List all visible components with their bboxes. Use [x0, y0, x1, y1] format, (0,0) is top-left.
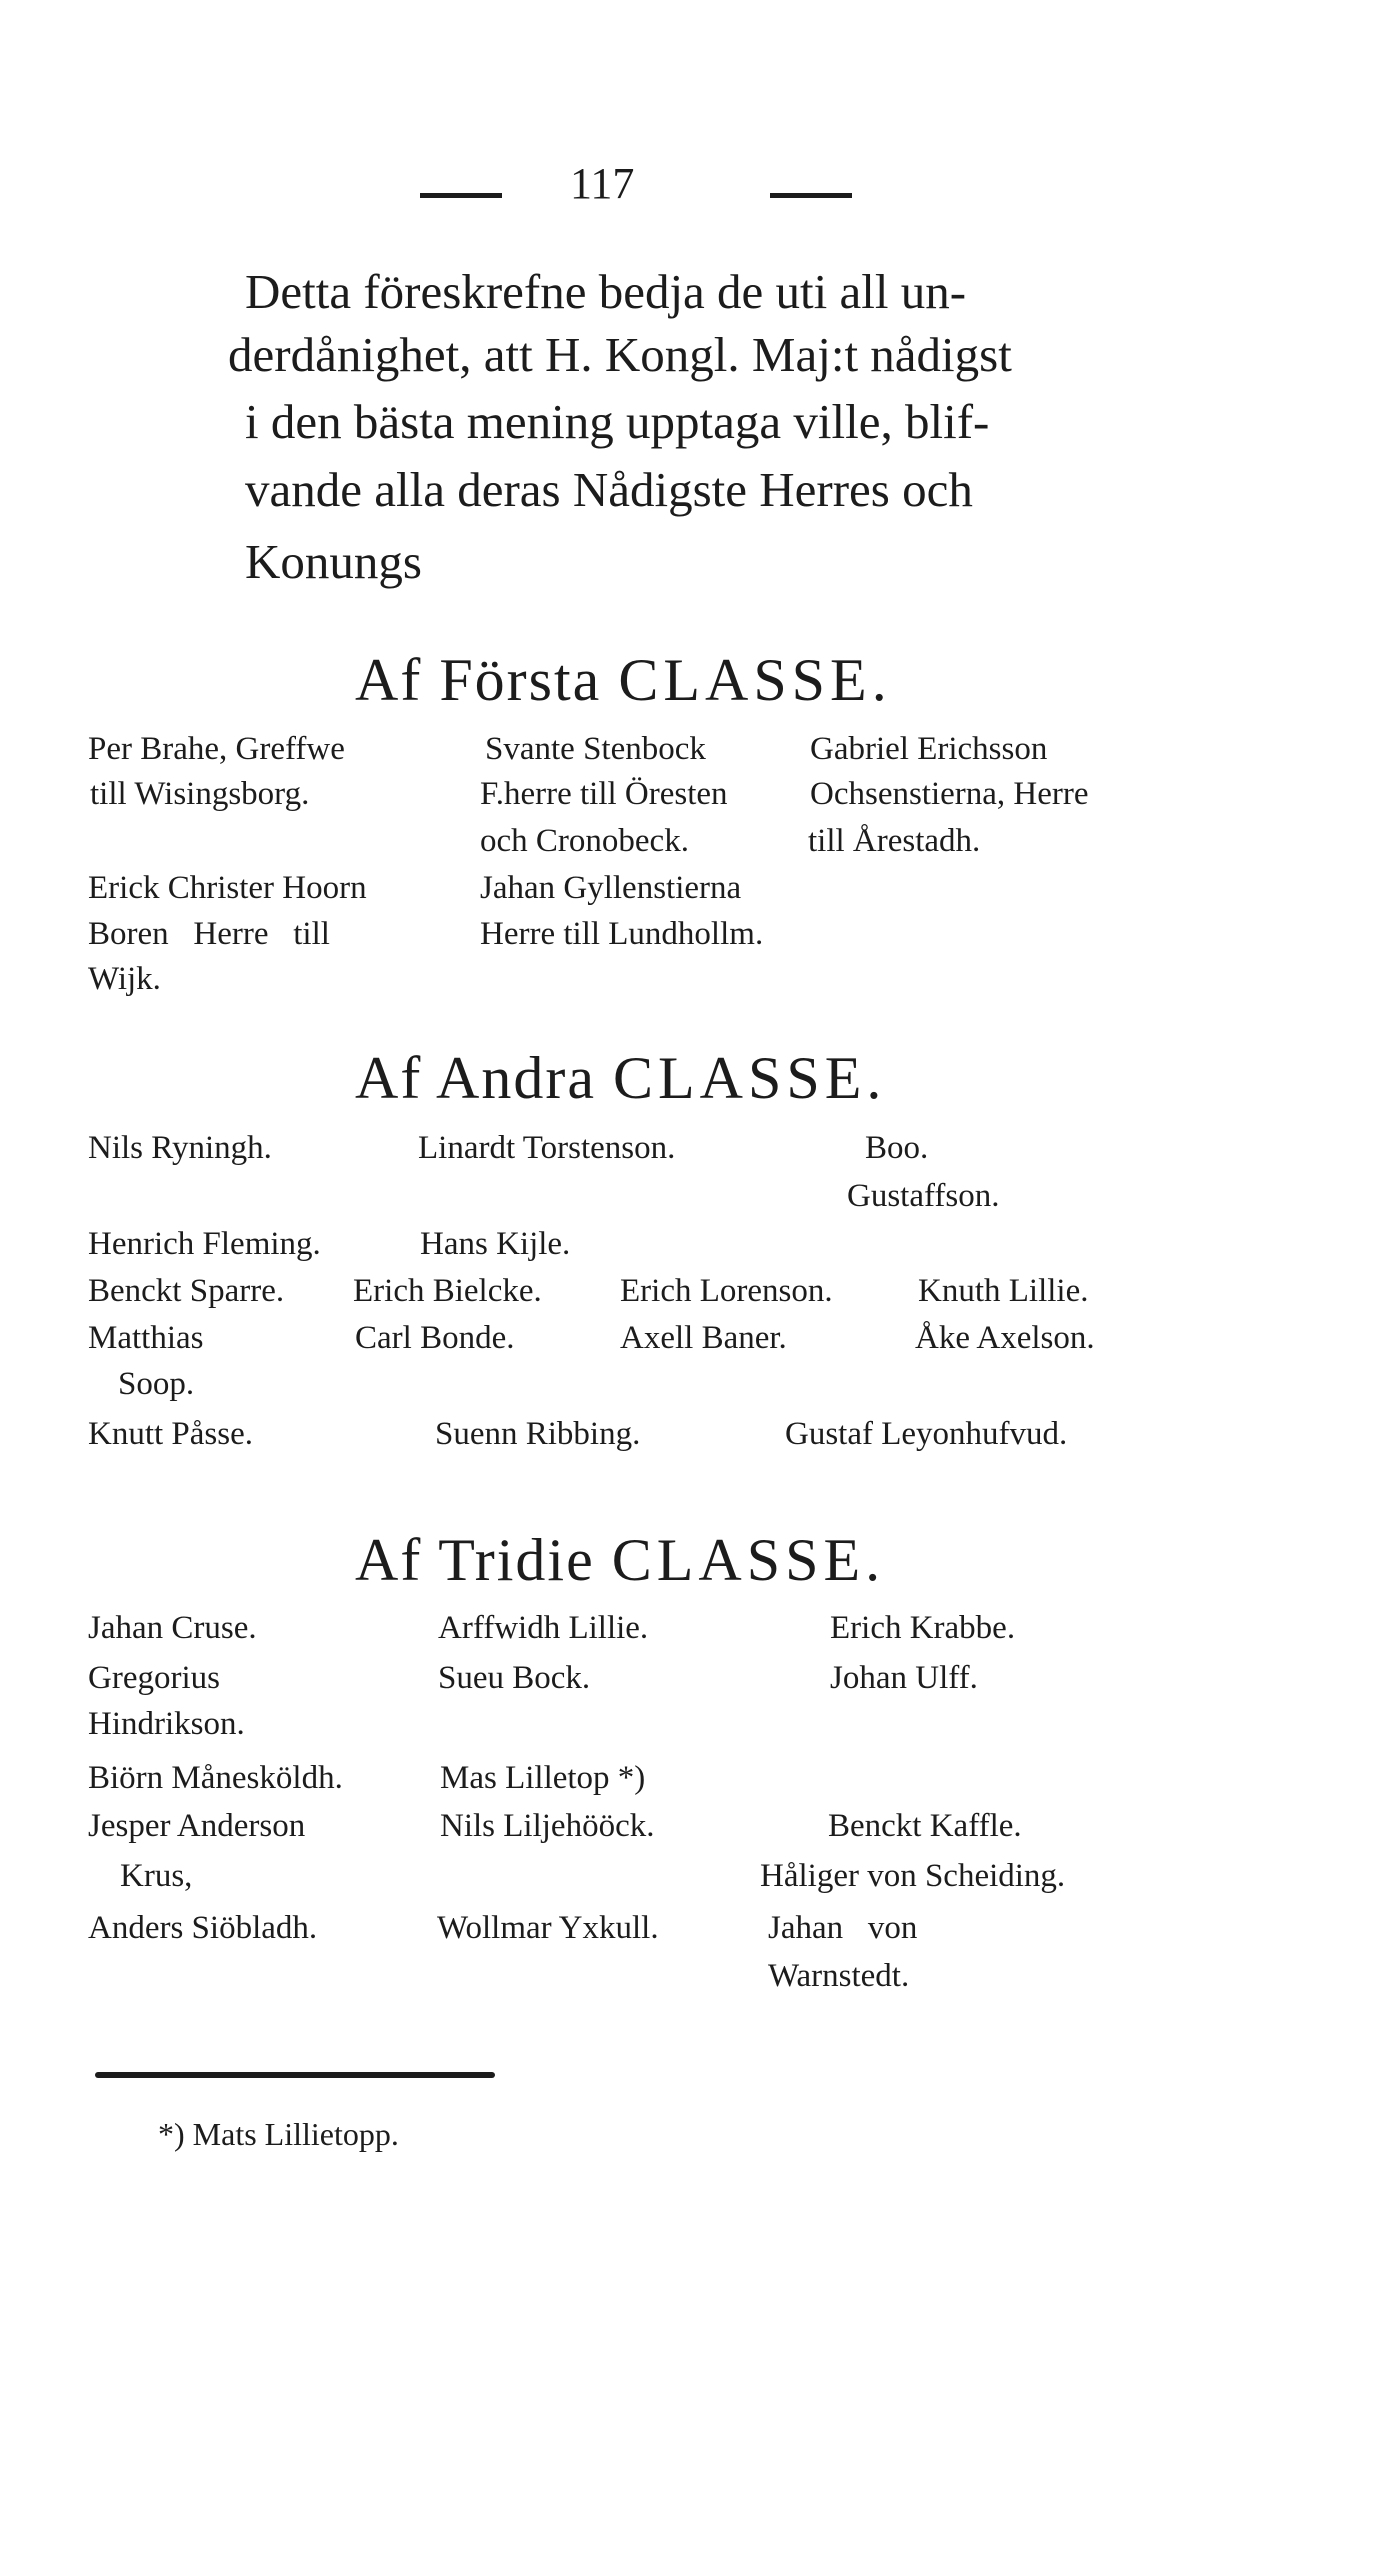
entry-gregorius-2: Hindrikson. [88, 1706, 245, 1742]
section-name: Tridie [438, 1527, 595, 1593]
header-dash-left [420, 193, 502, 198]
entry-warnstedt-2: Warnstedt. [768, 1958, 910, 1994]
entry-lillie: Knuth Lillie. [918, 1273, 1089, 1309]
entry-warnstedt-1: Jahan von [768, 1910, 918, 1946]
entry-lilletop: Mas Lilletop *) [440, 1760, 646, 1796]
entry-axelson: Åke Axelson. [915, 1320, 1095, 1356]
entry-anderson-1: Jesper Anderson [88, 1808, 306, 1844]
entry-bonde: Carl Bonde. [355, 1320, 515, 1356]
entry-torstenson: Linardt Torstenson. [418, 1130, 676, 1166]
entry-scheiding: Håliger von Scheiding. [760, 1858, 1066, 1894]
entry-hoorn-3: Wijk. [88, 961, 161, 997]
paragraph-line-5: Konungs [245, 534, 422, 589]
section-name: Andra [436, 1045, 596, 1111]
paragraph-line-1: Detta föreskrefne bedja de uti all un- [245, 264, 967, 319]
entry-krabbe: Erich Krabbe. [830, 1610, 1016, 1646]
entry-baner: Axell Baner. [620, 1320, 787, 1356]
entry-boo-1: Boo. [865, 1130, 929, 1166]
entry-cruse: Jahan Cruse. [88, 1610, 257, 1646]
entry-ulff: Johan Ulff. [830, 1660, 978, 1696]
entry-boo-2: Gustaffson. [847, 1178, 1000, 1214]
entry-stenbock-3: och Cronobeck. [480, 823, 689, 859]
section-heading-andra [355, 1045, 887, 1111]
footnote-rule [95, 2072, 495, 2078]
page-number: 117 [570, 159, 635, 208]
section-classe: CLASSE. [618, 647, 892, 713]
entry-erichsson-2: Ochsenstierna, Herre [810, 776, 1089, 812]
entry-bielcke: Erich Bielcke. [353, 1273, 542, 1309]
entry-bock: Sueu Bock. [438, 1660, 591, 1696]
entry-stenbock-2: F.herre till Öresten [480, 776, 728, 812]
paragraph-line-2: derdånighet, att H. Kongl. Maj:t nådigst [228, 327, 1012, 382]
section-classe: CLASSE. [612, 1045, 887, 1111]
entry-yxkull: Wollmar Yxkull. [437, 1910, 659, 1946]
entry-ryningh: Nils Ryningh. [88, 1130, 272, 1166]
entry-gregorius-1: Gregorius [88, 1660, 220, 1696]
entry-gyllenstierna-1: Jahan Gyllenstierna [480, 870, 742, 906]
section-af: Af [355, 647, 423, 713]
entry-lorenson: Erich Lorenson. [620, 1273, 833, 1309]
entry-erichsson-1: Gabriel Erichsson [810, 731, 1048, 767]
section-af: Af [355, 1527, 423, 1593]
section-af: Af [355, 1045, 423, 1111]
entry-matthias-2: Soop. [118, 1366, 195, 1402]
entry-liljehoock: Nils Liljehööck. [440, 1808, 655, 1844]
entry-kijle: Hans Kijle. [420, 1226, 571, 1262]
entry-matthias-1: Matthias [88, 1320, 204, 1356]
entry-sparre: Benckt Sparre. [88, 1273, 285, 1309]
entry-fleming: Henrich Fleming. [88, 1226, 321, 1262]
footnote: *) Mats Lillietopp. [158, 2116, 399, 2152]
section-name: Första [439, 647, 602, 713]
entry-kaffle: Benckt Kaffle. [828, 1808, 1022, 1844]
header-dash-right [770, 193, 852, 198]
entry-anderson-2: Krus, [120, 1858, 193, 1894]
entry-passe: Knutt Påsse. [88, 1416, 253, 1452]
entry-hoorn-2: Boren Herre till [88, 916, 330, 952]
section-heading-forsta [355, 647, 892, 713]
entry-stenbock-1: Svante Stenbock [485, 731, 706, 767]
entry-sioebladh: Anders Siöbladh. [88, 1910, 318, 1946]
entry-ribbing: Suenn Ribbing. [435, 1416, 641, 1452]
entry-leyonhufvud: Gustaf Leyonhufvud. [785, 1416, 1068, 1452]
entry-gyllenstierna-2: Herre till Lundhollm. [480, 916, 764, 952]
entry-per-brahe-1: Per Brahe, Greffwe [88, 731, 345, 767]
section-heading-tridie [355, 1527, 886, 1593]
entry-per-brahe-2: till Wisingsborg. [90, 776, 310, 812]
paragraph-line-4: vande alla deras Nådigste Herres och [245, 462, 973, 517]
entry-hoorn-1: Erick Christer Hoorn [88, 870, 367, 906]
entry-arffwidh-lillie: Arffwidh Lillie. [438, 1610, 649, 1646]
entry-maneskoldh: Biörn Månesköldh. [88, 1760, 343, 1796]
entry-erichsson-3: till Årestadh. [808, 823, 981, 859]
section-classe: CLASSE. [611, 1527, 886, 1593]
paragraph-line-3: i den bästa mening upptaga ville, blif- [245, 394, 990, 449]
